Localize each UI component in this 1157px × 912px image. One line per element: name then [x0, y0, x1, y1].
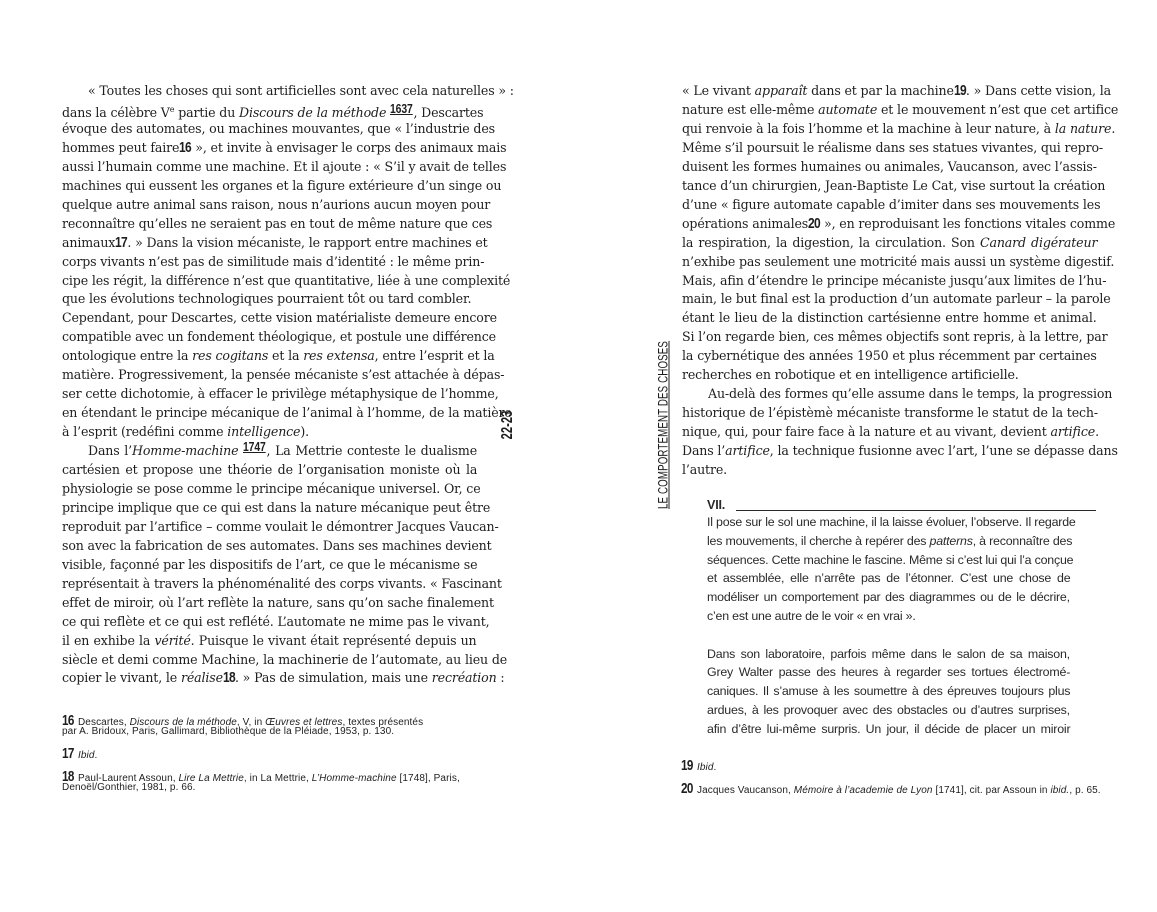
footnote: 18 Paul-Laurent Assoun, Lire La Mettrie, in La Mettrie, L’Homme-machine [1748], Paris, [62, 768, 460, 785]
text-line: principe implique que ce qui est dans la nature mécanique peut être [62, 499, 491, 515]
text-line: son avec la fabrication de ses automates. Dans ses machines devient [62, 537, 492, 553]
footnote-number: 20 [681, 780, 693, 797]
text-line: ce qui reflète et ce qui est reflété. L’automate ne mime pas le vivant, [62, 613, 490, 629]
text-line: recherches en robotique et en intelligence artificielle. [682, 367, 1019, 383]
text-line: tance d’un chirurgien, Jean-Baptiste Le Cat, vise surtout la création [682, 177, 1106, 193]
text-line: Cependant, pour Descartes, cette vision matérialiste demeure encore [62, 310, 497, 326]
text-line: siècle et demi comme Machine, la machinerie de l’automate, au lieu de [62, 651, 508, 667]
section-line: c’en est une autre de le voir « en vrai ». [707, 609, 916, 623]
footnote: 16 Descartes, Discours de la méthode, V, in Œuvres et lettres, textes présentés [62, 712, 424, 729]
text-line: opérations animales20 », en reproduisant les fonctions vitales comme [682, 214, 1116, 232]
text-line: reconnaître qu’elles ne seraient pas en tout de même nature que ces [62, 215, 493, 231]
text-line: évoque des automates, ou machines mouvantes, que « l’industrie des [62, 120, 495, 136]
text-line: Même s’il poursuit le réalisme dans ses statues vivantes, qui repro- [682, 139, 1104, 155]
footnote-number: 17 [62, 745, 74, 762]
text-line: physiologie se pose comme le principe mécanique universel. Or, ce [62, 480, 481, 496]
running-head: LE COMPORTEMENT DES CHOSES [655, 340, 671, 510]
text-line: étant le lieu de la distinction cartésienne entre homme et animal. [682, 310, 1097, 326]
footnote: par A. Bridoux, Paris, Gallimard, Bibliothèque de la Pléiade, 1953, p. 130. [62, 726, 395, 737]
footnote-ref: 19 [953, 82, 966, 99]
text-line: n’exhibe pas seulement une motricité mais aussi un système digestif. [682, 253, 1115, 269]
text-line: aussi l’humain comme une machine. Et il ajoute : « S’il y avait de telles [62, 158, 507, 174]
text-line: quelque autre animal sans raison, nous n’aurions aucun moyen pour [62, 196, 491, 212]
text-line: que les évolutions technologiques pourraient tôt ou tard combler. [62, 291, 472, 307]
footnote-ref: 16 [179, 138, 192, 156]
text-line: ontologique entre la res cogitans et la res extensa, entre l’esprit et la [62, 348, 495, 364]
section-line: Dans son laboratoire, parfois même dans le salon de sa maison, [707, 646, 1070, 661]
text-line: nature est elle-même automate et le mouvement n’est que cet artifice [682, 101, 1119, 117]
text-line: « Toutes les choses qui sont artificielles sont avec cela naturelles » : [88, 83, 514, 98]
section-rule [736, 510, 1096, 511]
text-line: représentait à travers la phénoménalité des corps vivants. « Fascinant [62, 575, 502, 591]
text-line: nique, qui, pour faire face à la nature et au vivant, devient artifice. [682, 424, 1099, 440]
text-line: corps vivants n’est pas de similitude mais d’identité : le même prin- [62, 253, 485, 269]
year-marker: 1747 [243, 439, 266, 455]
footnote-number: 16 [62, 712, 74, 729]
text-line: Au-delà des formes qu’elle assume dans le temps, la progression [708, 386, 1113, 402]
section-line: et assemblée, elle n’arrête pas de l’étonner. C’est une chose de [707, 571, 1071, 586]
text-line: matière. Progressivement, la pensée mécaniste s’est attachée à dépas- [62, 367, 505, 383]
text-line: la respiration, la digestion, la circulation. Son Canard digérateur [682, 234, 1098, 250]
page-numbers: 22-23 [499, 410, 516, 440]
text-line: dans la célèbre Ve partie du Discours de la méthode 1637, Descartes [62, 101, 484, 121]
text-line: effet de miroir, où l’art reflète la nature, sans qu’on sache finalement [62, 594, 494, 610]
text-line: à l’esprit (redéfini comme intelligence). [62, 424, 309, 440]
section-line: modéliser un comportement par des diagrammes ou de le décrire, [707, 590, 1070, 605]
text-line: visible, façonné par les dispositifs de l’art, ce que le mécanisme se [62, 556, 478, 572]
footnote-number: 19 [681, 757, 693, 774]
footnote: 19 Ibid. [681, 757, 717, 774]
text-line: Mais, afin d’étendre le principe mécaniste jusqu’aux limites de l’hu- [682, 272, 1107, 288]
footnote-ref: 18 [222, 669, 235, 687]
text-line: historique de l’épistèmè mécaniste transforme le statut de la tech- [682, 405, 1098, 421]
text-line: « Le vivant apparaît dans et par la machine19. » Dans cette vision, la [682, 82, 1111, 99]
text-line: Dans l’Homme-machine 1747, La Mettrie conteste le dualisme [88, 439, 478, 459]
text-line: en étendant le principe mécanique de l’animal à l’homme, de la matière [62, 405, 512, 421]
footnote-ref: 20 [808, 214, 821, 232]
footnote-ref: 17 [115, 233, 128, 251]
text-line: cartésien et propose une théorie de l’organisation moniste où la [62, 462, 478, 477]
text-line: ser cette dichotomie, à effacer le privilège métaphysique de l’homme, [62, 386, 499, 402]
section-line: séquences. Cette machine le fascine. Même si c’est lui qui l’a conçue [707, 552, 1074, 567]
text-line: main, le but final est la production d’un automate parleur – la parole [682, 291, 1111, 307]
text-line: compatible avec un fondement théologique, et postule une différence [62, 329, 496, 345]
footnote-number: 18 [62, 768, 74, 785]
text-line: Si l’on regarde bien, ces mêmes objectifs sont repris, à la lettre, par [682, 329, 1108, 345]
section-line: caniques. Il s’amuse à les soumettre à des épreuves toujours plus [707, 684, 1071, 699]
text-line: la cybernétique des années 1950 et plus récemment par certaines [682, 348, 1097, 364]
year-marker: 1637 [390, 101, 413, 117]
footnote: Denoël/Gonthier, 1981, p. 66. [62, 782, 196, 793]
section-line: les mouvements, il cherche à repérer des patterns, à reconnaître des [707, 533, 1073, 548]
section-line: Grey Walter passe des heures à regarder ses tortues électromé- [707, 665, 1071, 680]
text-line: d’une « figure automate capable d’imiter dans ses mouvements les [682, 196, 1101, 212]
section-line: afin d’être lui-même surpris. Un jour, il décide de placer un miroir [707, 721, 1071, 736]
text-line: copier le vivant, le réalise18. » Pas de simulation, mais une recréation : [62, 669, 505, 687]
footnote: 20 Jacques Vaucanson, Mémoire à l’academie de Lyon [1741], cit. par Assoun in ibid., p. 65. [681, 780, 1101, 797]
text-line: hommes peut faire16 », et invite à envisager le corps des animaux mais [62, 138, 507, 156]
text-line: Dans l’artifice, la technique fusionne avec l’art, l’une se dépasse dans [682, 443, 1118, 459]
footnote: 17 Ibid. [62, 745, 98, 762]
text-line: qui renvoie à la fois l’homme et la machine à leur nature, à la nature. [682, 120, 1116, 136]
text-line: animaux17. » Dans la vision mécaniste, le rapport entre machines et [62, 233, 488, 251]
text-line: duisent les formes humaines ou animales, Vaucanson, avec l’assis- [682, 158, 1097, 174]
text-line: reproduit par l’artifice – comme voulait le démontrer Jacques Vaucan- [62, 518, 499, 534]
text-line: il en exhibe la vérité. Puisque le vivant était représenté depuis un [62, 632, 477, 648]
text-line: cipe les régit, la différence n’est que quantitative, liée à une complexité [62, 272, 511, 288]
text-line: l’autre. [682, 462, 727, 477]
text-line: machines qui eussent les organes et la figure extérieure d’un singe ou [62, 177, 502, 193]
section-line: ardues, à les provoquer avec des obstacles ou d’autres surprises, [707, 703, 1070, 717]
section-line: Il pose sur le sol une machine, il la laisse évoluer, l’observe. Il regarde [707, 515, 1076, 529]
section-label: VII. [707, 498, 726, 512]
